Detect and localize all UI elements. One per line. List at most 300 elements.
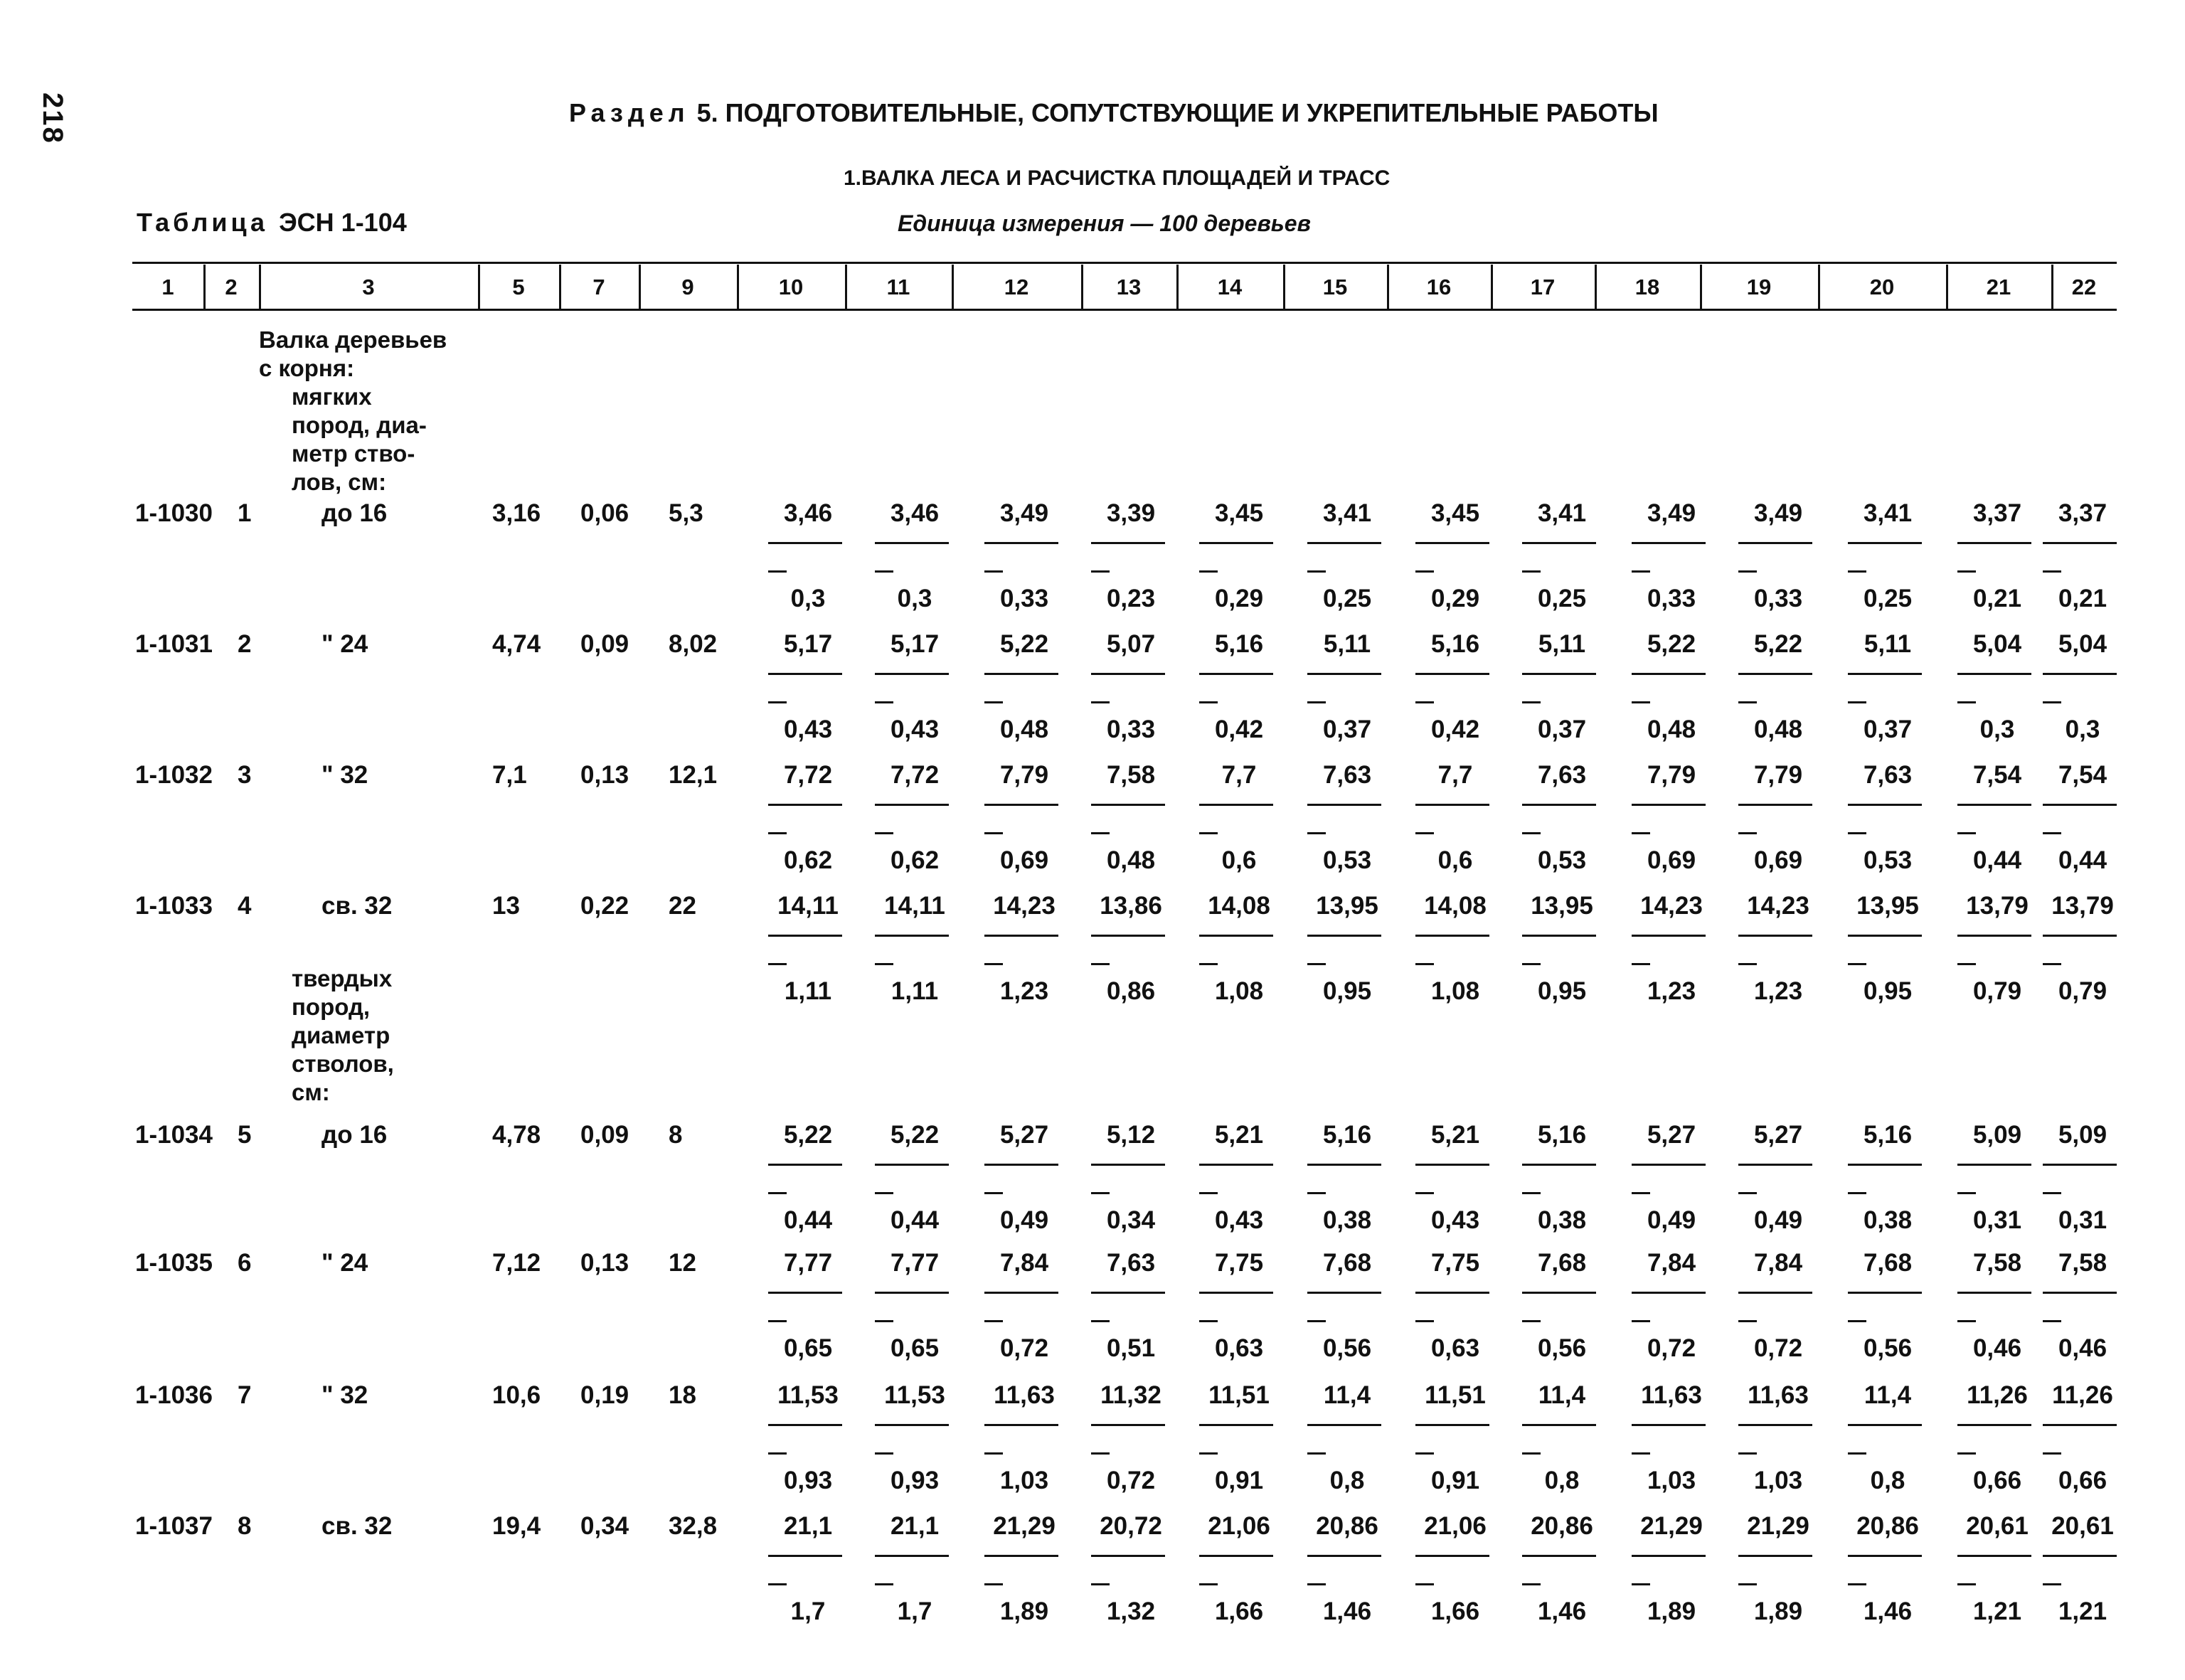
group1-header-line: с корня: (259, 355, 355, 381)
fraction-dash (1632, 701, 1650, 703)
fraction-denominator: 0,38 (1537, 1206, 1587, 1234)
column-header: 9 (681, 275, 694, 299)
unit-of-measure: Единица измерения — 100 деревьев (898, 211, 1311, 236)
fraction-rule (984, 1164, 1058, 1166)
fraction-dash (1199, 1192, 1218, 1194)
fraction-numerator: 5,11 (1864, 630, 1912, 658)
fraction-rule (1307, 804, 1381, 806)
fraction-dash (1848, 1192, 1866, 1194)
section-title (569, 98, 1659, 128)
fraction-denominator: 1,46 (1322, 1597, 1372, 1625)
fraction-denominator: 0,72 (1647, 1334, 1696, 1362)
fraction-denominator: 0,93 (783, 1467, 833, 1494)
fraction-rule (2043, 673, 2117, 675)
fraction-rule (2043, 804, 2117, 806)
column-separator (1700, 265, 1702, 310)
fraction-rule (1199, 935, 1273, 937)
fraction-dash (1415, 1320, 1434, 1322)
fraction-rule (1632, 673, 1706, 675)
fraction-rule (1632, 1292, 1706, 1294)
table-label-code: ЭСН 1-104 (279, 208, 407, 237)
fraction-numerator: 3,37 (1972, 499, 2022, 527)
fraction-denominator: 0,69 (1647, 846, 1696, 874)
fraction-dash (1415, 570, 1434, 573)
fraction-dash (1199, 963, 1218, 965)
group1-subheader-line: мягких (292, 383, 372, 410)
cell-col7: 0,13 (580, 1249, 629, 1277)
fraction-denominator: 0,44 (783, 1206, 833, 1234)
fraction-numerator: 3,49 (1647, 499, 1696, 527)
cell-col5: 3,16 (492, 499, 541, 527)
fraction-dash (1307, 701, 1326, 703)
column-header: 22 (2071, 275, 2097, 299)
fraction-dash (768, 1192, 787, 1194)
fraction-denominator: 1,7 (790, 1597, 826, 1625)
row-number: 3 (238, 761, 252, 789)
fraction-denominator: 1,89 (999, 1597, 1049, 1625)
fraction-numerator: 5,16 (1537, 1121, 1587, 1149)
column-separator (1081, 265, 1083, 310)
group1-header-line: Валка деревьев (259, 326, 447, 353)
section-prefix: Раздел (569, 98, 690, 127)
fraction-denominator: 0,37 (1537, 716, 1587, 743)
row-code: 1-1031 (135, 630, 213, 658)
fraction-dash (1738, 570, 1757, 573)
fraction-dash (1632, 1452, 1650, 1455)
fraction-numerator: 5,09 (2058, 1121, 2107, 1149)
fraction-numerator: 11,63 (1641, 1381, 1702, 1409)
fraction-numerator: 21,29 (1640, 1512, 1703, 1540)
fraction-rule (1848, 1292, 1922, 1294)
fraction-dash (1738, 1583, 1757, 1585)
fraction-rule (1957, 673, 2031, 675)
fraction-dash (768, 963, 787, 965)
fraction-rule (2043, 1292, 2117, 1294)
fraction-dash (1522, 570, 1541, 573)
fraction-dash (1199, 1320, 1218, 1322)
fraction-denominator: 0,43 (890, 716, 940, 743)
fraction-denominator: 0,69 (1753, 846, 1803, 874)
fraction-denominator: 0,93 (890, 1467, 940, 1494)
fraction-rule (1199, 804, 1273, 806)
fraction-rule (984, 804, 1058, 806)
fraction-rule (1091, 804, 1165, 806)
fraction-rule (1522, 804, 1596, 806)
subtitle: 1.ВАЛКА ЛЕСА И РАСЧИСТКА ПЛОЩАДЕЙ И ТРАСС (844, 166, 1391, 190)
fraction-denominator: 1,66 (1430, 1597, 1480, 1625)
fraction-denominator: 0,53 (1322, 846, 1372, 874)
cell-col9: 5,3 (669, 499, 703, 527)
fraction-numerator: 3,41 (1863, 499, 1913, 527)
fraction-rule (875, 935, 949, 937)
fraction-dash (875, 832, 893, 834)
fraction-rule (1738, 804, 1812, 806)
fraction-dash (1848, 963, 1866, 965)
fraction-dash (984, 1452, 1003, 1455)
fraction-rule (984, 673, 1058, 675)
fraction-dash (1522, 701, 1541, 703)
page-number: 218 (37, 92, 68, 144)
fraction-dash (1415, 963, 1434, 965)
fraction-rule (1415, 1164, 1489, 1166)
fraction-denominator: 0,33 (1647, 585, 1696, 612)
fraction-denominator: 0,51 (1106, 1334, 1156, 1362)
fraction-numerator: 21,06 (1424, 1512, 1487, 1540)
fraction-rule (1632, 1164, 1706, 1166)
fraction-dash (1091, 832, 1110, 834)
fraction-dash (1199, 1452, 1218, 1455)
fraction-numerator: 5,07 (1106, 630, 1156, 658)
fraction-rule (984, 935, 1058, 937)
fraction-rule (1957, 935, 2031, 937)
fraction-numerator: 7,72 (783, 761, 833, 789)
fraction-numerator: 5,11 (1538, 630, 1586, 658)
fraction-numerator: 7,79 (1647, 761, 1696, 789)
fraction-denominator: 0,65 (890, 1334, 940, 1362)
row-name: " 24 (321, 1249, 368, 1277)
fraction-denominator: 0,38 (1863, 1206, 1913, 1234)
fraction-rule (875, 804, 949, 806)
fraction-numerator: 13,95 (1856, 892, 1919, 920)
fraction-numerator: 11,63 (994, 1381, 1055, 1409)
fraction-numerator: 13,79 (1966, 892, 2029, 920)
fraction-numerator: 5,22 (783, 1121, 833, 1149)
fraction-denominator: 0,3 (2065, 716, 2100, 743)
fraction-denominator: 1,89 (1753, 1597, 1803, 1625)
fraction-rule (2043, 1164, 2117, 1166)
cell-col5: 13 (492, 892, 520, 920)
fraction-numerator: 5,22 (999, 630, 1049, 658)
fraction-denominator: 1,46 (1537, 1597, 1587, 1625)
fraction-rule (1415, 673, 1489, 675)
fraction-numerator: 11,51 (1208, 1381, 1270, 1409)
fraction-dash (1632, 1192, 1650, 1194)
fraction-rule (1848, 1164, 1922, 1166)
fraction-numerator: 11,51 (1425, 1381, 1486, 1409)
group2-subheader-line: пород, (292, 994, 371, 1020)
fraction-dash (1307, 1452, 1326, 1455)
fraction-dash (1738, 1192, 1757, 1194)
fraction-dash (1957, 1452, 1976, 1455)
fraction-dash (1632, 1320, 1650, 1322)
column-header: 2 (225, 275, 238, 299)
fraction-numerator: 7,79 (999, 761, 1049, 789)
fraction-dash (984, 1192, 1003, 1194)
column-separator (1176, 265, 1179, 310)
fraction-numerator: 7,75 (1214, 1249, 1264, 1277)
fraction-denominator: 0,8 (1329, 1467, 1365, 1494)
column-header: 19 (1746, 275, 1772, 299)
fraction-denominator: 0,33 (999, 585, 1049, 612)
row-code: 1-1033 (135, 892, 213, 920)
fraction-dash (984, 963, 1003, 965)
fraction-numerator: 11,26 (1967, 1381, 2028, 1409)
fraction-dash (1522, 1192, 1541, 1194)
fraction-denominator: 0,91 (1430, 1467, 1480, 1494)
fraction-denominator: 0,48 (1106, 846, 1156, 874)
fraction-dash (2043, 832, 2061, 834)
fraction-dash (1091, 1192, 1110, 1194)
fraction-dash (2043, 1583, 2061, 1585)
fraction-numerator: 14,23 (1640, 892, 1703, 920)
row-number: 8 (238, 1512, 252, 1540)
fraction-numerator: 7,58 (2058, 1249, 2107, 1277)
fraction-numerator: 5,27 (1753, 1121, 1803, 1149)
fraction-numerator: 5,04 (2058, 630, 2107, 658)
fraction-dash (1738, 963, 1757, 965)
fraction-denominator: 0,6 (1221, 846, 1257, 874)
fraction-denominator: 0,49 (1647, 1206, 1696, 1234)
fraction-rule (1738, 935, 1812, 937)
cell-col9: 32,8 (669, 1512, 718, 1540)
fraction-dash (2043, 701, 2061, 703)
fraction-dash (875, 1192, 893, 1194)
fraction-denominator: 0,49 (999, 1206, 1049, 1234)
fraction-rule (768, 542, 842, 544)
fraction-rule (1522, 542, 1596, 544)
fraction-dash (1848, 701, 1866, 703)
fraction-denominator: 0,72 (1753, 1334, 1803, 1362)
fraction-rule (768, 1424, 842, 1426)
fraction-rule (1522, 1292, 1596, 1294)
fraction-denominator: 0,43 (783, 716, 833, 743)
fraction-dash (1522, 1583, 1541, 1585)
fraction-rule (875, 1292, 949, 1294)
row-number: 2 (238, 630, 252, 658)
fraction-numerator: 5,21 (1214, 1121, 1264, 1149)
fraction-dash (2043, 1320, 2061, 1322)
fraction-rule (768, 673, 842, 675)
fraction-numerator: 7,68 (1322, 1249, 1372, 1277)
fraction-denominator: 0,29 (1430, 585, 1480, 612)
fraction-rule (1199, 1164, 1273, 1166)
fraction-numerator: 7,68 (1863, 1249, 1913, 1277)
fraction-rule (1848, 542, 1922, 544)
fraction-dash (1091, 1583, 1110, 1585)
row-name: до 16 (321, 499, 388, 527)
fraction-numerator: 3,49 (999, 499, 1049, 527)
column-separator (1818, 265, 1820, 310)
fraction-rule (1848, 673, 1922, 675)
group1-subheader-line: лов, см: (292, 469, 387, 495)
fraction-numerator: 11,53 (884, 1381, 945, 1409)
row-name: " 24 (321, 630, 368, 658)
fraction-denominator: 0,34 (1106, 1206, 1156, 1234)
fraction-denominator: 0,33 (1753, 585, 1803, 612)
fraction-denominator: 0,53 (1863, 846, 1913, 874)
fraction-rule (1957, 1164, 2031, 1166)
fraction-rule (768, 1164, 842, 1166)
fraction-rule (1091, 542, 1165, 544)
fraction-denominator: 0,44 (2058, 846, 2107, 874)
cell-col5: 4,74 (492, 630, 541, 658)
group2-subheader-line: твердых (292, 965, 393, 991)
fraction-numerator: 7,7 (1221, 761, 1257, 789)
fraction-denominator: 0,72 (1106, 1467, 1156, 1494)
fraction-dash (768, 832, 787, 834)
group1-subheader-line: пород, диа- (292, 412, 427, 438)
fraction-numerator: 7,63 (1322, 761, 1372, 789)
fraction-numerator: 7,75 (1430, 1249, 1480, 1277)
fraction-rule (1957, 1292, 2031, 1294)
fraction-denominator: 0,33 (1106, 716, 1156, 743)
fraction-rule (1307, 935, 1381, 937)
cell-col5: 4,78 (492, 1121, 541, 1149)
fraction-dash (1091, 701, 1110, 703)
fraction-denominator: 1,03 (999, 1467, 1049, 1494)
fraction-dash (1199, 832, 1218, 834)
fraction-dash (1307, 570, 1326, 573)
fraction-numerator: 7,63 (1537, 761, 1587, 789)
fraction-denominator: 0,56 (1863, 1334, 1913, 1362)
fraction-numerator: 3,46 (783, 499, 833, 527)
fraction-dash (2043, 570, 2061, 573)
column-header: 1 (161, 275, 174, 299)
fraction-dash (1957, 963, 1976, 965)
fraction-denominator: 0,46 (1972, 1334, 2022, 1362)
row-name: до 16 (321, 1121, 388, 1149)
fraction-denominator: 0,95 (1322, 977, 1372, 1005)
fraction-rule (2043, 542, 2117, 544)
fraction-rule (1522, 1164, 1596, 1166)
column-header: 15 (1322, 275, 1348, 299)
fraction-denominator: 0,44 (1972, 846, 2022, 874)
fraction-denominator: 0,56 (1537, 1334, 1587, 1362)
cell-col7: 0,09 (580, 1121, 629, 1149)
fraction-dash (875, 963, 893, 965)
fraction-rule (984, 1292, 1058, 1294)
fraction-rule (1522, 935, 1596, 937)
fraction-numerator: 14,08 (1208, 892, 1270, 920)
fraction-denominator: 1,66 (1214, 1597, 1264, 1625)
fraction-dash (1415, 1583, 1434, 1585)
cell-col9: 8 (669, 1121, 683, 1149)
column-separator (1946, 265, 1948, 310)
fraction-numerator: 11,26 (2052, 1381, 2113, 1409)
fraction-denominator: 0,44 (890, 1206, 940, 1234)
fraction-denominator: 0,48 (1647, 716, 1696, 743)
fraction-rule (1738, 1292, 1812, 1294)
fraction-denominator: 0,95 (1537, 977, 1587, 1005)
fraction-rule (1848, 935, 1922, 937)
fraction-numerator: 5,11 (1323, 630, 1371, 658)
fraction-dash (984, 570, 1003, 573)
fraction-numerator: 7,54 (2058, 761, 2107, 789)
fraction-denominator: 0,3 (790, 585, 826, 612)
cell-col7: 0,13 (580, 761, 629, 789)
fraction-denominator: 0,3 (897, 585, 932, 612)
column-header: 3 (362, 275, 375, 299)
fraction-numerator: 14,23 (1747, 892, 1809, 920)
column-header: 16 (1426, 275, 1452, 299)
fraction-rule (1738, 1424, 1812, 1426)
fraction-rule (1199, 673, 1273, 675)
row-name: " 32 (321, 1381, 368, 1409)
fraction-rule (984, 1424, 1058, 1426)
fraction-rule (1091, 1555, 1165, 1557)
row-code: 1-1037 (135, 1512, 213, 1540)
fraction-dash (1632, 1583, 1650, 1585)
fraction-numerator: 5,27 (999, 1121, 1049, 1149)
fraction-denominator: 0,6 (1437, 846, 1473, 874)
fraction-rule (1415, 542, 1489, 544)
fraction-numerator: 5,21 (1430, 1121, 1480, 1149)
fraction-numerator: 7,58 (1106, 761, 1156, 789)
fraction-dash (1307, 963, 1326, 965)
fraction-rule (1091, 673, 1165, 675)
group2-subheader (292, 964, 394, 1107)
cell-col5: 19,4 (492, 1512, 541, 1540)
fraction-denominator: 0,63 (1430, 1334, 1480, 1362)
fraction-numerator: 14,23 (993, 892, 1056, 920)
fraction-rule (1199, 1555, 1273, 1557)
column-separator (639, 265, 641, 310)
fraction-numerator: 5,17 (783, 630, 833, 658)
fraction-dash (1848, 1452, 1866, 1455)
fraction-rule (768, 804, 842, 806)
fraction-numerator: 5,16 (1322, 1121, 1372, 1149)
fraction-denominator: 0,62 (783, 846, 833, 874)
fraction-rule (1632, 1424, 1706, 1426)
cell-col9: 22 (669, 892, 696, 920)
fraction-dash (1738, 1452, 1757, 1455)
fraction-dash (2043, 963, 2061, 965)
row-name: св. 32 (321, 892, 393, 920)
column-separator (1491, 265, 1493, 310)
fraction-denominator: 0,62 (890, 846, 940, 874)
fraction-numerator: 21,29 (993, 1512, 1056, 1540)
fraction-rule (1091, 1292, 1165, 1294)
fraction-dash (1522, 832, 1541, 834)
fraction-dash (875, 1320, 893, 1322)
fraction-numerator: 21,29 (1747, 1512, 1809, 1540)
fraction-numerator: 3,39 (1106, 499, 1156, 527)
cell-col7: 0,34 (580, 1512, 629, 1540)
fraction-numerator: 20,86 (1856, 1512, 1919, 1540)
column-header: 20 (1869, 275, 1895, 299)
fraction-dash (1415, 832, 1434, 834)
fraction-dash (1307, 1192, 1326, 1194)
fraction-numerator: 3,46 (890, 499, 940, 527)
fraction-rule (2043, 1424, 2117, 1426)
fraction-rule (1415, 1555, 1489, 1557)
fraction-rule (1738, 1555, 1812, 1557)
fraction-dash (1199, 701, 1218, 703)
column-header: 18 (1634, 275, 1660, 299)
table-label (137, 208, 407, 238)
column-separator (1595, 265, 1597, 310)
fraction-rule (1957, 542, 2031, 544)
fraction-dash (1957, 701, 1976, 703)
fraction-dash (1738, 701, 1757, 703)
column-separator (737, 265, 739, 310)
fraction-denominator: 1,23 (1753, 977, 1803, 1005)
fraction-denominator: 1,32 (1106, 1597, 1156, 1625)
fraction-denominator: 0,65 (783, 1334, 833, 1362)
fraction-dash (984, 1320, 1003, 1322)
fraction-rule (1738, 673, 1812, 675)
fraction-denominator: 0,3 (1979, 716, 2015, 743)
fraction-denominator: 0,86 (1106, 977, 1156, 1005)
fraction-rule (875, 1555, 949, 1557)
fraction-numerator: 20,86 (1531, 1512, 1593, 1540)
cell-col9: 8,02 (669, 630, 718, 658)
fraction-dash (768, 1583, 787, 1585)
fraction-rule (1307, 673, 1381, 675)
fraction-numerator: 11,4 (1323, 1381, 1371, 1409)
fraction-numerator: 14,08 (1424, 892, 1487, 920)
fraction-denominator: 0,8 (1544, 1467, 1580, 1494)
